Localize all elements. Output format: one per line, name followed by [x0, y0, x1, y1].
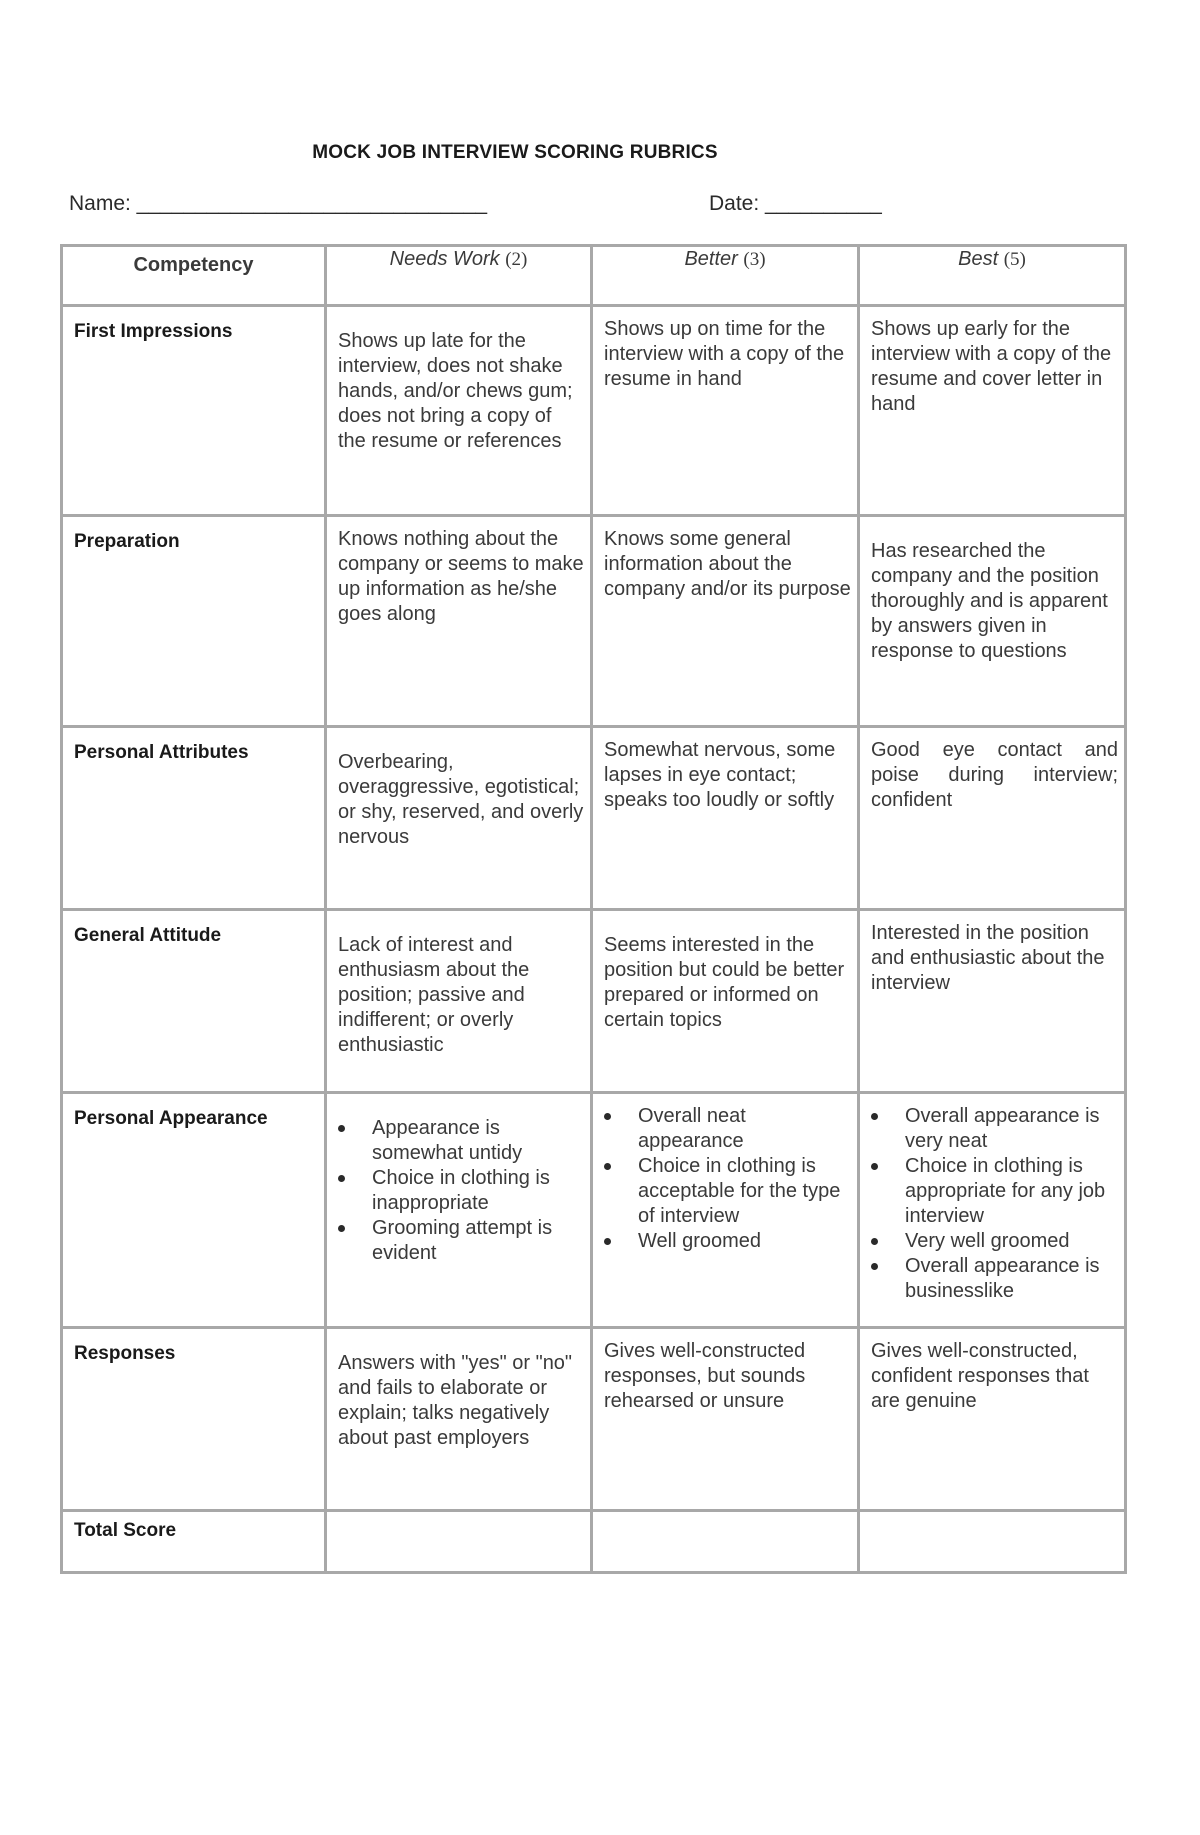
competency-general-attitude: General Attitude — [62, 910, 326, 1093]
better-cell — [592, 1093, 859, 1328]
table-header-row — [62, 246, 1126, 306]
better-cell: Seems interested in the position but could be better prepared or informed on certain topics — [592, 910, 859, 1093]
list-item: Overall appearance is businesslike — [905, 1254, 1118, 1304]
list-item: Choice in clothing is acceptable for the type of interview — [638, 1154, 851, 1229]
list-item: Appearance is somewhat untidy — [372, 1116, 584, 1166]
competency-personal-appearance: Personal Appearance — [62, 1093, 326, 1328]
header-level-label: Better — [684, 248, 738, 270]
table-row — [62, 1328, 1126, 1511]
list-item: Grooming attempt is evident — [372, 1216, 584, 1266]
header-needs-work — [326, 246, 592, 306]
table-row — [62, 1511, 1126, 1573]
needs-work-cell: Lack of interest and enthusiasm about the position; passive and indifferent; or overly enthusiastic — [326, 910, 592, 1093]
list-item: Overall neat appearance — [638, 1104, 851, 1154]
table-row — [62, 1093, 1126, 1328]
table-row — [62, 727, 1126, 910]
header-level-points: (3) — [743, 249, 766, 270]
header-better — [592, 246, 859, 306]
name-field-line: Name: ______________________________ — [69, 192, 488, 215]
needs-work-cell: Answers with "yes" or "no" and fails to elaborate or explain; talks negatively about past employers — [326, 1328, 592, 1511]
header-best — [859, 246, 1126, 306]
better-cell: Somewhat nervous, some lapses in eye contact; speaks too loudly or softly — [592, 727, 859, 910]
needs-work-cell — [326, 1093, 592, 1328]
date-field-line: Date: __________ — [709, 192, 882, 215]
best-score-cell — [859, 1511, 1126, 1573]
table-row — [62, 516, 1126, 727]
list-item: Very well groomed — [905, 1229, 1118, 1254]
header-level-label: Needs Work — [389, 248, 500, 270]
table-row — [62, 306, 1126, 516]
document-title: MOCK JOB INTERVIEW SCORING RUBRICS — [312, 142, 718, 163]
better-score-cell — [592, 1511, 859, 1573]
list-item: Overall appearance is very neat — [905, 1104, 1118, 1154]
needs-work-cell: Shows up late for the interview, does not shake hands, and/or chews gum; does not bring a copy of the resume or references — [326, 306, 592, 516]
list-item: Well groomed — [638, 1229, 851, 1254]
competency-preparation: Preparation — [62, 516, 326, 727]
header-level-points: (2) — [505, 249, 528, 270]
competency-personal-attributes: Personal Attributes — [62, 727, 326, 910]
bullet-list — [871, 1104, 1118, 1304]
needs-work-cell: Knows nothing about the company or seems to make up information as he/she goes along — [326, 516, 592, 727]
bullet-list — [604, 1104, 851, 1254]
bullet-list — [338, 1116, 584, 1266]
better-cell: Gives well-constructed responses, but sounds rehearsed or unsure — [592, 1328, 859, 1511]
competency-total-score: Total Score — [62, 1511, 326, 1573]
rubric-table — [60, 244, 1127, 1574]
header-level-label: Best — [958, 248, 999, 270]
best-cell: Good eye contact and poise during interview; confident — [859, 727, 1126, 910]
best-cell: Interested in the position and enthusiastic about the interview — [859, 910, 1126, 1093]
list-item: Choice in clothing is inappropriate — [372, 1166, 584, 1216]
list-item: Choice in clothing is appropriate for any job interview — [905, 1154, 1118, 1229]
better-cell: Shows up on time for the interview with a copy of the resume in hand — [592, 306, 859, 516]
best-cell: Shows up early for the interview with a copy of the resume and cover letter in hand — [859, 306, 1126, 516]
header-competency: Competency — [62, 246, 326, 306]
better-cell: Knows some general information about the company and/or its purpose — [592, 516, 859, 727]
needs-work-score-cell — [326, 1511, 592, 1573]
needs-work-cell: Overbearing, overaggressive, egotistical; or shy, reserved, and overly nervous — [326, 727, 592, 910]
table-row — [62, 910, 1126, 1093]
header-level-points: (5) — [1003, 249, 1026, 270]
competency-first-impressions: First Impressions — [62, 306, 326, 516]
best-cell: Has researched the company and the position thoroughly and is apparent by answers given in response to questions — [859, 516, 1126, 727]
best-cell: Gives well-constructed, confident responses that are genuine — [859, 1328, 1126, 1511]
competency-responses: Responses — [62, 1328, 326, 1511]
best-cell — [859, 1093, 1126, 1328]
